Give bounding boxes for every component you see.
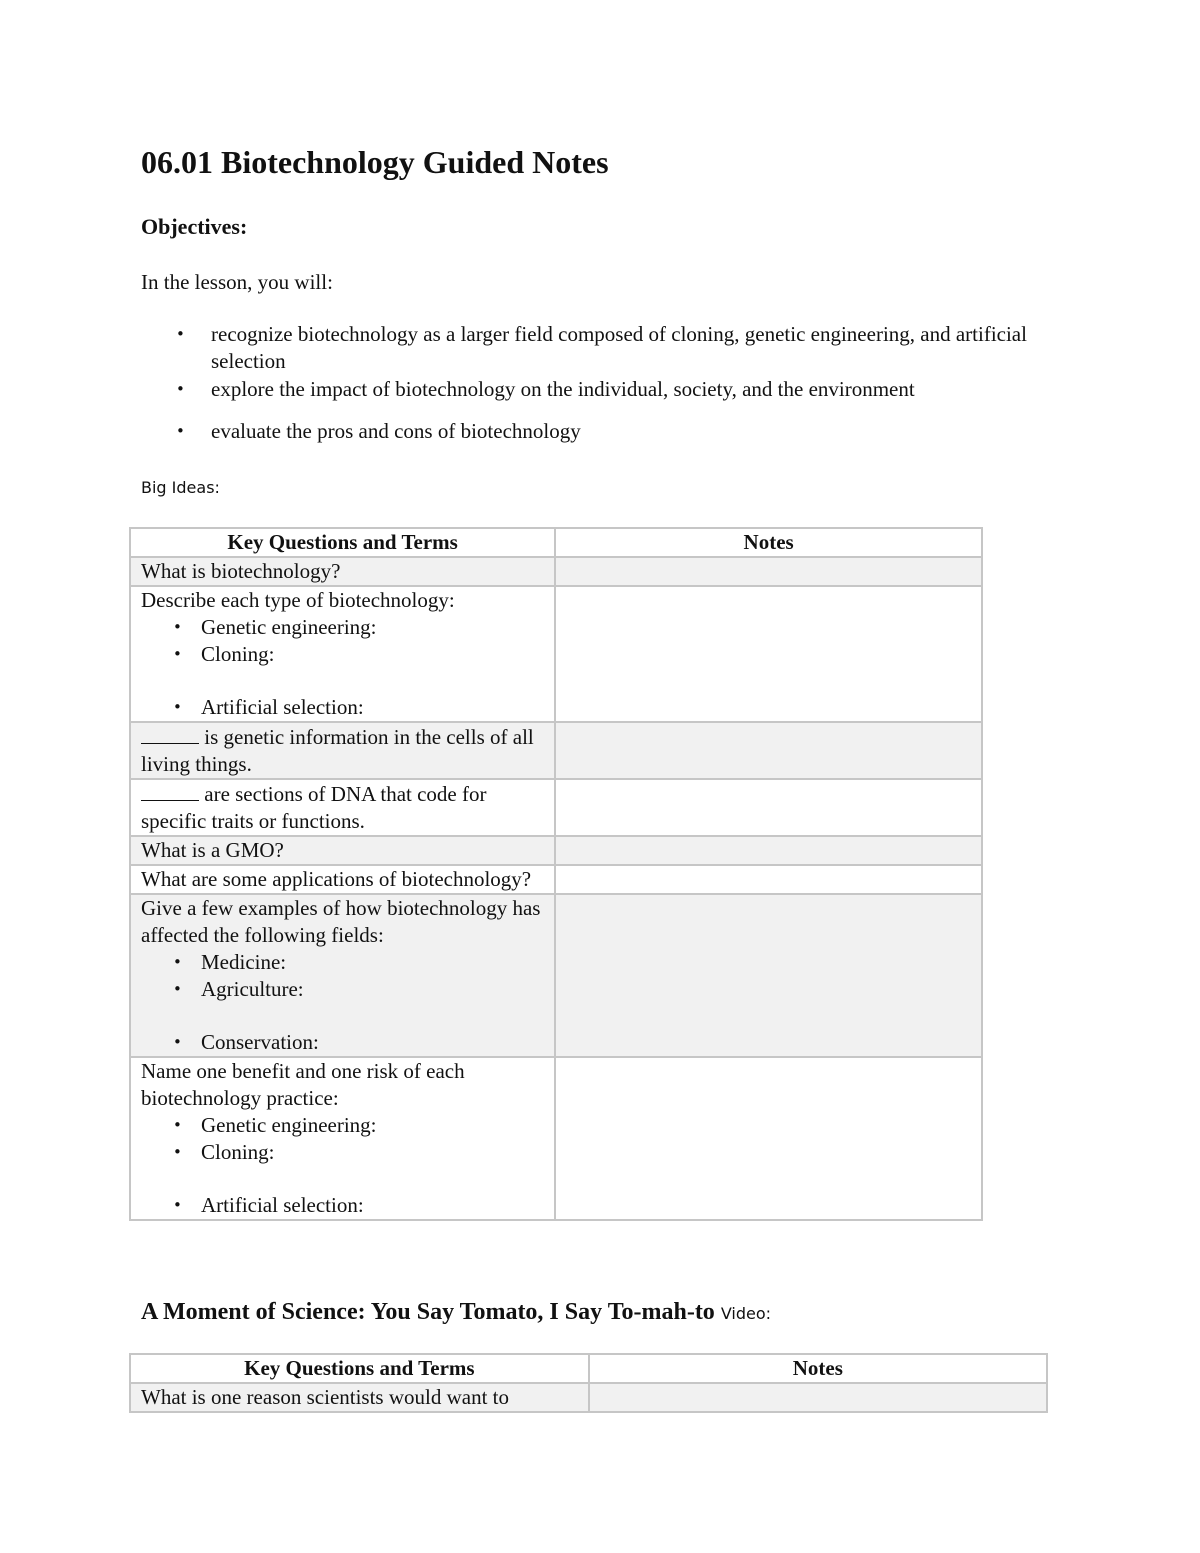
question-cell	[130, 722, 555, 779]
objectives-heading: Objectives:	[141, 214, 248, 239]
video-title: A Moment of Science: You Say Tomato, I Say To-mah-to	[141, 1299, 715, 1325]
list-item	[141, 976, 544, 1003]
sub-item-list	[141, 949, 544, 1056]
bullet-icon: •	[173, 953, 182, 971]
objective-item	[141, 321, 1061, 375]
table-row	[130, 557, 982, 586]
question-text: Give a few examples of how biotechnology has affected the following fields:	[141, 896, 541, 947]
question-text: Name one benefit and one risk of each biotechnology practice:	[141, 1059, 465, 1110]
question-cell: What is a GMO?	[130, 836, 555, 865]
bullet-icon: •	[173, 1116, 182, 1134]
objective-text: evaluate the pros and cons of biotechnology	[211, 419, 581, 443]
video-label: Video:	[720, 1304, 772, 1323]
question-text: is genetic information in the cells of all living things.	[141, 725, 534, 776]
sub-item-list	[141, 614, 544, 721]
notes-cell[interactable]	[555, 586, 982, 722]
question-cell	[130, 586, 555, 722]
question-cell: What is one reason scientists would want to	[130, 1383, 589, 1412]
list-item	[141, 1112, 544, 1139]
column-header-questions: Key Questions and Terms	[130, 1354, 589, 1383]
table-row	[130, 1383, 1047, 1412]
bullet-icon: •	[173, 645, 182, 663]
list-item	[141, 641, 544, 668]
lesson-intro: In the lesson, you will:	[141, 270, 333, 294]
column-header-notes: Notes	[589, 1354, 1047, 1383]
list-item-text: Genetic engineering:	[201, 1113, 377, 1137]
objective-item	[141, 376, 1061, 403]
list-item	[141, 614, 544, 641]
notes-cell[interactable]	[555, 722, 982, 779]
video-section-heading	[141, 1296, 771, 1330]
list-item-text: Agriculture:	[201, 977, 304, 1001]
bullet-icon: •	[173, 1196, 182, 1214]
table-header-row	[130, 1354, 1047, 1383]
bullet-icon: •	[176, 325, 185, 343]
list-item	[141, 1192, 544, 1219]
question-text: Describe each type of biotechnology:	[141, 588, 455, 612]
bullet-icon: •	[176, 380, 185, 398]
bullet-icon: •	[173, 1033, 182, 1051]
notes-cell[interactable]	[555, 779, 982, 836]
list-item	[141, 1029, 544, 1056]
question-cell: What is biotechnology?	[130, 557, 555, 586]
table-row	[130, 836, 982, 865]
notes-cell[interactable]	[555, 865, 982, 894]
video-notes-table	[129, 1353, 1048, 1413]
table-row	[130, 779, 982, 836]
objective-text: recognize biotechnology as a larger field composed of cloning, genetic engineering, and artificial selection	[211, 322, 1027, 373]
question-text: are sections of DNA that code for specific traits or functions.	[141, 782, 487, 833]
question-cell	[130, 1057, 555, 1220]
fill-in-blank[interactable]	[141, 723, 199, 744]
table-header-row	[130, 528, 982, 557]
column-header-notes: Notes	[555, 528, 982, 557]
notes-cell[interactable]	[589, 1383, 1047, 1412]
list-item	[141, 1139, 544, 1166]
table-row	[130, 894, 982, 1057]
list-item	[141, 949, 544, 976]
table-row	[130, 1057, 982, 1220]
list-item	[141, 694, 544, 721]
table-row	[130, 722, 982, 779]
column-header-questions: Key Questions and Terms	[130, 528, 555, 557]
guided-notes-table	[129, 527, 983, 1221]
question-cell: What are some applications of biotechnology?	[130, 865, 555, 894]
list-item-text: Cloning:	[201, 1140, 275, 1164]
list-item-text: Artificial selection:	[201, 1193, 364, 1217]
table-row	[130, 586, 982, 722]
sub-item-list	[141, 1112, 544, 1219]
bullet-icon: •	[176, 422, 185, 440]
bullet-icon: •	[173, 1143, 182, 1161]
notes-cell[interactable]	[555, 836, 982, 865]
table-row	[130, 865, 982, 894]
question-cell	[130, 779, 555, 836]
list-item-text: Medicine:	[201, 950, 287, 974]
big-ideas-label: Big Ideas:	[141, 478, 220, 497]
bullet-icon: •	[173, 980, 182, 998]
bullet-icon: •	[173, 618, 182, 636]
fill-in-blank[interactable]	[141, 780, 199, 801]
notes-cell[interactable]	[555, 557, 982, 586]
objective-item	[141, 418, 1061, 445]
list-item-text: Conservation:	[201, 1030, 319, 1054]
list-item-text: Genetic engineering:	[201, 615, 377, 639]
notes-cell[interactable]	[555, 1057, 982, 1220]
bullet-icon: •	[173, 698, 182, 716]
page-title: 06.01 Biotechnology Guided Notes	[141, 144, 609, 180]
list-item-text: Cloning:	[201, 642, 275, 666]
notes-cell[interactable]	[555, 894, 982, 1057]
list-item-text: Artificial selection:	[201, 695, 364, 719]
question-cell	[130, 894, 555, 1057]
objectives-list	[141, 321, 1061, 445]
objective-text: explore the impact of biotechnology on the individual, society, and the environment	[211, 377, 915, 401]
